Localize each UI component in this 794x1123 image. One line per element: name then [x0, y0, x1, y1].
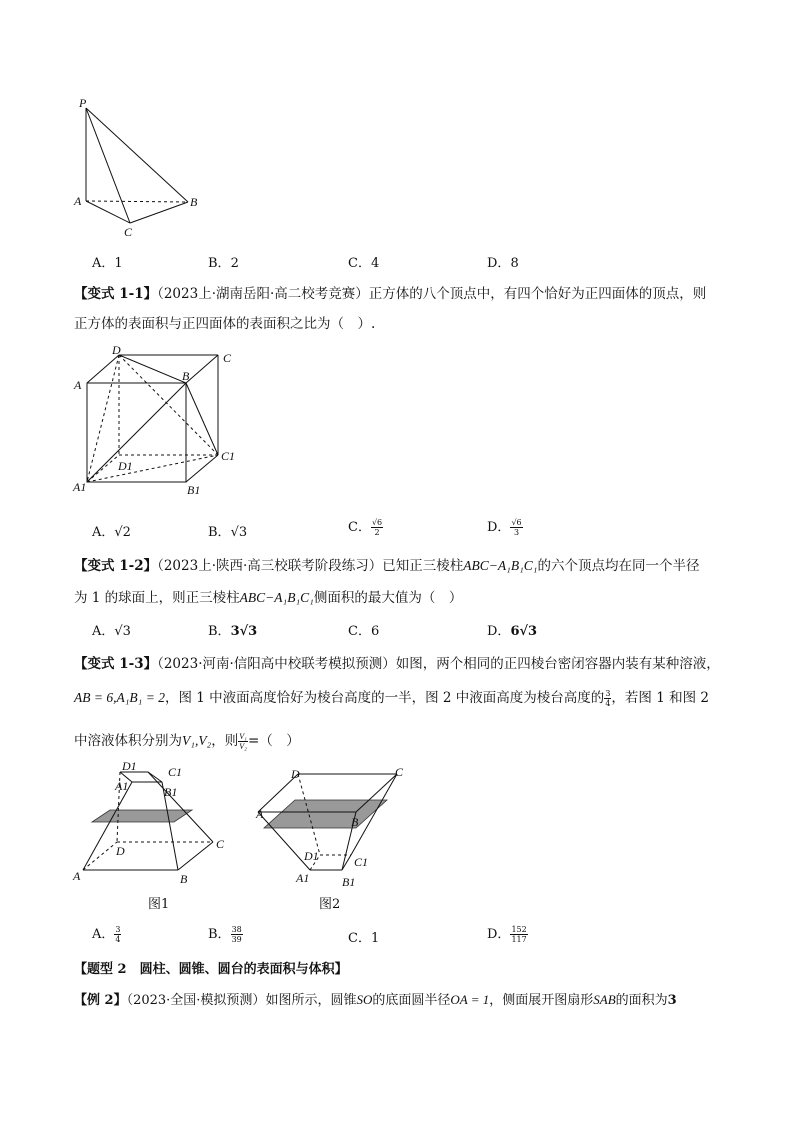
option-b[interactable]	[208, 521, 247, 540]
option-c[interactable]	[348, 252, 379, 271]
option-fraction: $\frac{√6}{2}$	[371, 518, 383, 537]
label-C: C	[395, 765, 404, 779]
v13-line3	[74, 731, 300, 751]
v13-equation: AB = 6,A₁B₁ = 2	[74, 690, 165, 705]
frustum-figure-1	[70, 760, 240, 910]
label-D1: D1	[304, 849, 319, 863]
option-value: √3	[230, 525, 248, 540]
option-b[interactable]	[208, 252, 239, 271]
option-value: √3	[114, 624, 131, 639]
option-a[interactable]	[92, 521, 131, 540]
cube-figure	[70, 345, 250, 497]
label-C1: C1	[168, 765, 183, 779]
option-b[interactable]	[208, 923, 243, 944]
option-a[interactable]	[92, 252, 123, 271]
option-letter: B．	[208, 525, 231, 540]
prism-symbol: ABC−A₁B₁C₁	[463, 558, 538, 573]
option-letter: B．	[208, 927, 231, 942]
option-letter: D．	[487, 520, 511, 535]
option-d[interactable]	[487, 252, 519, 271]
option-d[interactable]	[487, 516, 523, 537]
label-P: P	[79, 96, 87, 110]
v12-text: 侧面积的最大值为（ ）	[313, 590, 463, 606]
ex2-text: 的面积为	[615, 993, 668, 1008]
v11-line1	[74, 284, 706, 304]
label-A: A	[73, 869, 81, 883]
sector-symbol: SAB	[593, 992, 616, 1007]
ex2-value: 3	[667, 993, 677, 1008]
v12-text: 已知正三棱柱	[382, 558, 464, 574]
radius-equation: OA = 1	[450, 992, 490, 1007]
option-fraction: $\frac{√6}{3}$	[511, 518, 522, 537]
label-D1: D1	[118, 459, 133, 473]
v12-tag: 【变式 1-2】	[74, 558, 158, 574]
figure-2-caption: 图2	[319, 897, 341, 912]
option-letter: C．	[348, 931, 371, 946]
label-C: C	[216, 837, 225, 851]
option-letter: D．	[487, 927, 511, 942]
option-b[interactable]	[208, 620, 257, 639]
prism-symbol: ABC−A₁B₁C₁	[239, 590, 314, 605]
label-C1: C1	[354, 855, 369, 869]
label-B: B	[351, 815, 359, 829]
option-letter: C．	[348, 520, 371, 535]
v13-source: （2023·河南·信阳高中校联考模拟预测）	[157, 656, 396, 672]
v13-text: ，则	[211, 733, 239, 749]
label-D1: D1	[122, 760, 137, 773]
figure-1-caption: 图1	[148, 897, 170, 912]
option-value: 6√3	[510, 624, 538, 639]
option-letter: C．	[348, 624, 371, 639]
option-value: 1	[114, 256, 123, 271]
option-letter: B．	[208, 256, 231, 271]
label-B: B	[190, 195, 198, 209]
section-heading: 【题型 2 圆柱、圆锥、圆台的表面积与体积】	[74, 962, 348, 977]
label-B: B	[182, 369, 190, 383]
pyramid-figure	[70, 95, 210, 245]
v11-text1: 正方体的八个顶点中，有四个恰好为正四面体的顶点，则	[368, 286, 707, 302]
option-letter: C．	[348, 256, 371, 271]
option-a[interactable]	[92, 923, 121, 944]
ex2-text: ，侧面展开图扇形	[489, 993, 594, 1008]
option-fraction: $\frac{152}{117}$	[511, 925, 527, 944]
label-A1: A1	[73, 480, 87, 494]
option-d[interactable]	[487, 620, 537, 639]
label-A1: A1	[296, 871, 310, 885]
option-letter: D．	[487, 256, 511, 271]
v13-text: 如图，两个相同的正四棱台密闭容器内装有某种溶液，	[395, 656, 720, 672]
label-A: A	[256, 807, 264, 821]
option-value: 8	[510, 256, 519, 271]
v11-line2: 正方体的表面积与正四面体的表面积之比为（ ）.	[74, 316, 376, 332]
label-C: C	[223, 351, 232, 365]
option-fraction: $\frac{38}{39}$	[231, 925, 242, 944]
v12-text: 的六个顶点均在同一个半径	[537, 558, 700, 574]
option-value: 3√3	[230, 624, 258, 639]
option-c[interactable]	[348, 927, 379, 946]
label-C1: C1	[221, 449, 236, 463]
v12-source: （2023上·陕西·高三校联考阶段练习）	[157, 558, 383, 574]
v12-line1	[74, 556, 699, 576]
option-fraction: $\frac{3}{4}$	[115, 925, 121, 944]
v13-text: ，若图 1 和图 2	[611, 690, 709, 706]
v12-line2	[74, 588, 462, 608]
label-B1: B1	[342, 875, 356, 889]
label-B1: B1	[187, 483, 201, 497]
option-letter: A．	[92, 256, 115, 271]
option-value: √2	[114, 525, 131, 540]
label-D: D	[291, 767, 300, 781]
v13-line2	[74, 688, 709, 708]
v12-text: 为 1 的球面上，则正三棱柱	[74, 590, 240, 606]
option-a[interactable]	[92, 620, 131, 639]
label-B: B	[180, 872, 188, 886]
v13-text: 中溶液体积分别为	[74, 733, 182, 749]
ex2-text: 如图所示，圆锥	[265, 993, 357, 1008]
v13-text: =（ ）	[247, 733, 300, 749]
option-letter: A．	[92, 927, 115, 942]
v13-text: ，图 1 中液面高度恰好为棱台高度的一半，图 2 中液面高度为棱台高度的	[164, 690, 605, 706]
label-A1: A1	[115, 779, 129, 793]
v11-tag: 【变式 1-1】	[74, 286, 158, 302]
height-fraction: $\frac{3}{4}$	[605, 689, 611, 708]
label-D: D	[116, 844, 125, 858]
ex2-text: 的底面圆半径	[372, 993, 451, 1008]
label-A: A	[74, 378, 82, 392]
label-B1: B1	[164, 785, 178, 799]
frustum-figure-2	[250, 760, 420, 900]
option-d[interactable]	[487, 923, 528, 944]
option-value: 1	[370, 931, 380, 946]
label-D: D	[112, 345, 121, 357]
option-c[interactable]	[348, 620, 379, 639]
v13-line1	[74, 654, 720, 674]
ex2-line1	[74, 990, 677, 1011]
option-c[interactable]	[348, 516, 383, 537]
v13-variables: V₁,V₂	[182, 733, 212, 748]
option-letter: A．	[92, 624, 115, 639]
option-value: 6	[370, 624, 380, 639]
label-A: A	[74, 194, 82, 208]
option-value: 4	[370, 256, 380, 271]
v13-tag: 【变式 1-3】	[74, 656, 158, 672]
label-C: C	[124, 225, 133, 239]
ex2-source: （2023·全国·模拟预测）	[126, 993, 266, 1008]
v11-source: （2023上·湖南岳阳·高二校考竞赛）	[157, 286, 369, 302]
cone-symbol: SO	[356, 992, 373, 1007]
option-letter: D．	[487, 624, 511, 639]
option-letter: A．	[92, 525, 115, 540]
option-letter: B．	[208, 624, 231, 639]
option-value: 2	[230, 256, 239, 271]
volume-ratio: $\frac{\text{V₁}}{\text{V₂}}$	[239, 732, 247, 751]
ex2-tag: 【例 2】	[74, 993, 127, 1008]
